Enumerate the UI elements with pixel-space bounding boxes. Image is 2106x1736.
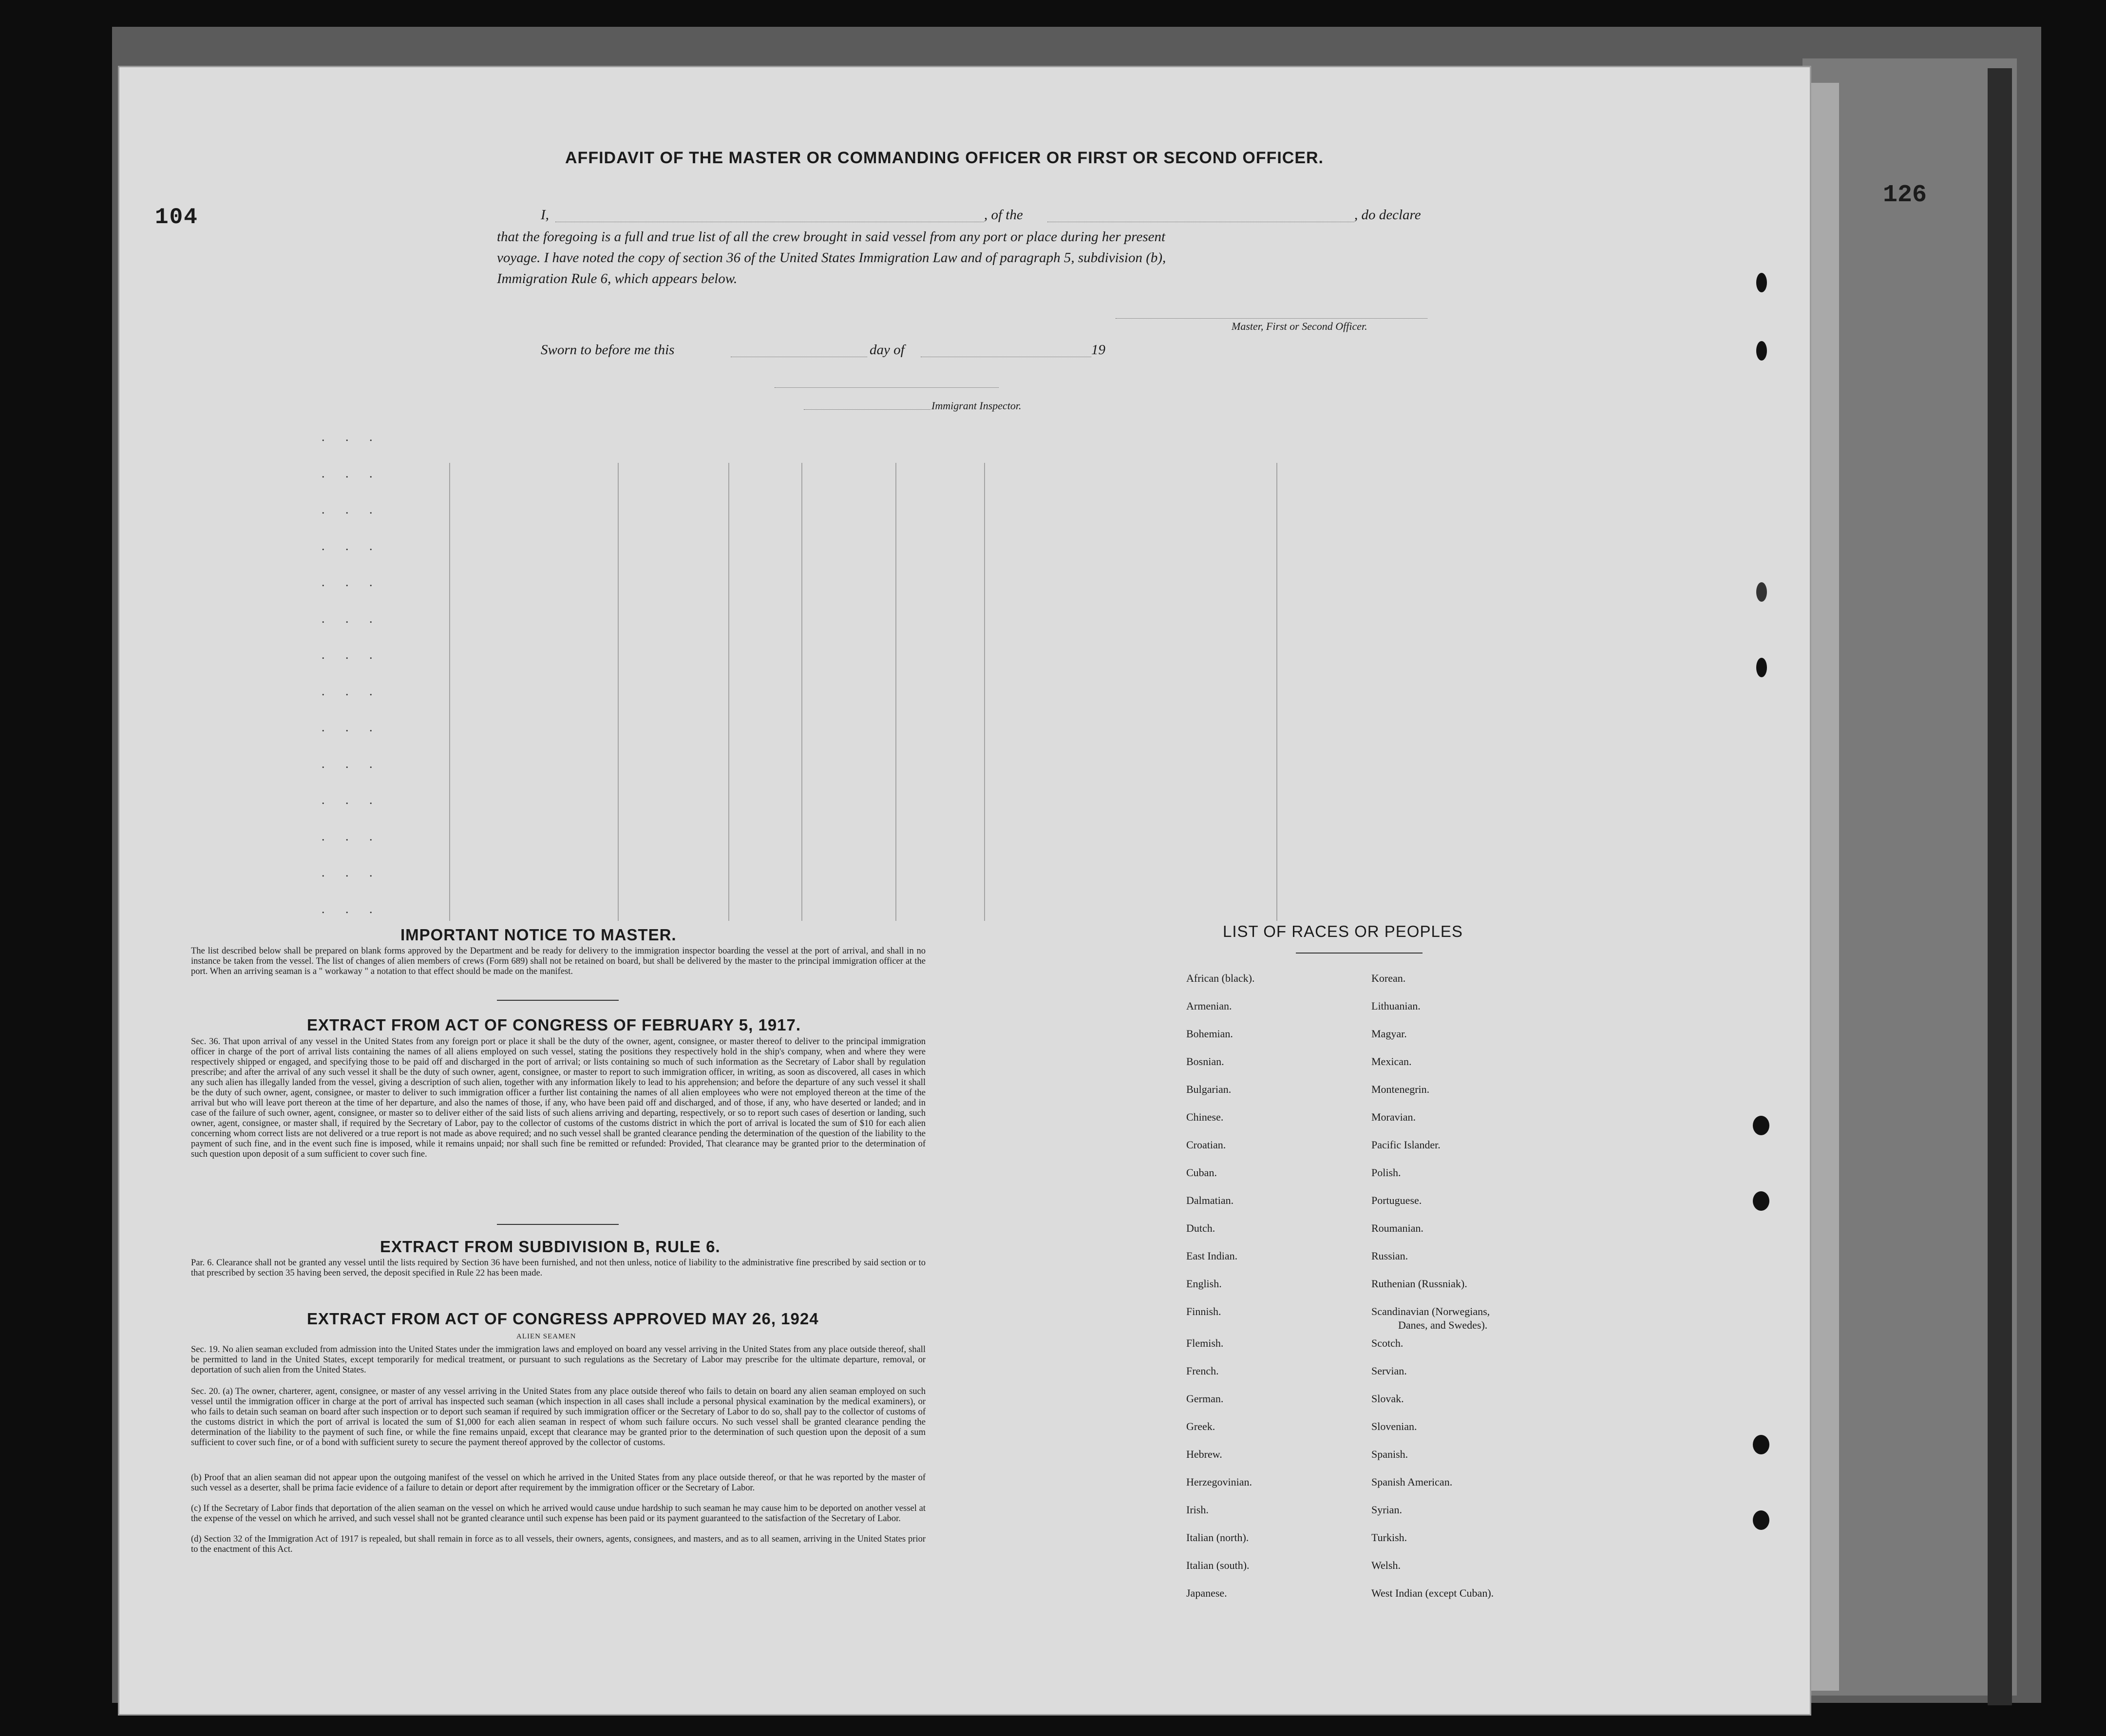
year-text: 19	[1091, 342, 1105, 358]
section-divider	[497, 1224, 619, 1225]
race-item: Dalmatian.	[1186, 1194, 1234, 1206]
extract-rule6-text: Par. 6. Clearance shall not be granted any vessel until the lists required by Section 36 have been furnished, and not then unless, notice of liability to the administrative fine prescribed by said section or to that prescribed by section 35 having been served, the deposit specified in Rule 22 has been made.	[191, 1258, 926, 1278]
extract-1924-sec20c: (c) If the Secretary of Labor finds that deportation of the alien seaman on the vessel on which he arrived would cause undue hardship to such seaman he may cause him to be deported on another vessel at the expense of the vessel on which he arrived, and such vessel shall not be granted clearance until such expense has been paid or its payment guaranteed to the satisfaction of the Secretary of Labor.	[191, 1504, 926, 1524]
race-item: African (black).	[1186, 972, 1255, 984]
race-item: Korean.	[1371, 972, 1406, 984]
punch-hole	[1756, 582, 1767, 602]
punch-hole	[1756, 658, 1767, 677]
race-item: Roumanian.	[1371, 1222, 1423, 1234]
race-item: Syrian.	[1371, 1504, 1402, 1516]
inspector-line-2	[804, 409, 930, 410]
affidavit-title: AFFIDAVIT OF THE MASTER OR COMMANDING OFFICER OR FIRST OR SECOND OFFICER.	[565, 149, 1324, 167]
race-item: Turkish.	[1371, 1531, 1407, 1544]
race-item: Pacific Islander.	[1371, 1139, 1441, 1151]
punch-hole	[1753, 1510, 1769, 1530]
notice-title: IMPORTANT NOTICE TO MASTER.	[400, 926, 677, 944]
extract-1924-subtitle: ALIEN SEAMEN	[516, 1333, 576, 1340]
race-item: Cuban.	[1186, 1166, 1217, 1179]
extract-1924-sec19: Sec. 19. No alien seaman excluded from admission into the United States under the immigration laws and employed on board any vessel arriving in the United States from any place outside thereof, shall be permitted to land in the United States, except temporarily for medical treatment, or pursuant to such regulations as the Secretary of Labor may prescribe for the ultimate departure, removal, or deportation of such alien from the United States.	[191, 1345, 926, 1375]
race-item: Japanese.	[1186, 1587, 1227, 1599]
day-of-text: day of	[870, 342, 905, 358]
page-number: 126	[1883, 181, 1927, 209]
race-item: Polish.	[1371, 1166, 1401, 1179]
corner-mark: 104	[155, 205, 198, 230]
section-divider	[497, 1000, 619, 1001]
race-item: Chinese.	[1186, 1111, 1224, 1123]
race-item: Slovenian.	[1371, 1420, 1417, 1432]
inspector-line-1	[775, 387, 999, 388]
extract-1924-title: EXTRACT FROM ACT OF CONGRESS APPROVED MAY 26, 1924	[307, 1310, 819, 1328]
race-item: Scandinavian (Norwegians,	[1371, 1305, 1490, 1317]
grid-column-line	[618, 463, 619, 921]
race-item: Moravian.	[1371, 1111, 1416, 1123]
race-item: Hebrew.	[1186, 1448, 1222, 1460]
races-title: LIST OF RACES OR PEOPLES	[1223, 922, 1463, 940]
rear-page-strip	[1810, 83, 1839, 1691]
grid-column-line	[895, 463, 896, 921]
sworn-text: Sworn to before me this	[541, 342, 675, 358]
race-item: Bulgarian.	[1186, 1083, 1232, 1095]
race-item: Spanish American.	[1371, 1476, 1453, 1488]
race-item: Finnish.	[1186, 1305, 1221, 1317]
grid-column-line	[984, 463, 985, 921]
extract-rule6-title: EXTRACT FROM SUBDIVISION B, RULE 6.	[380, 1238, 721, 1256]
grid-column-line	[449, 463, 450, 921]
race-item: Herzegovinian.	[1186, 1476, 1252, 1488]
binder-strip	[1988, 68, 2012, 1705]
race-item: Armenian.	[1186, 1000, 1232, 1012]
grid-column-line	[728, 463, 729, 921]
punch-hole	[1753, 1435, 1769, 1454]
race-item: Spanish.	[1371, 1448, 1408, 1460]
extract-1924-sec20b: (b) Proof that an alien seaman did not appear upon the outgoing manifest of the vessel on which he arrived in the United States from any place outside thereof, or that he was reported by the master of such vessel as a deserter, shall be prima facie evidence of a failure to detain or deport after requirement by the immigration officer or the Secretary of Labor.	[191, 1473, 926, 1493]
race-item: Croatian.	[1186, 1139, 1226, 1151]
signer-caption: Master, First or Second Officer.	[1232, 320, 1367, 332]
race-item: Montenegrin.	[1371, 1083, 1430, 1095]
dot-leader-column: . . . . . . . . . . . . . . . . . . . . . . . . . . . . . . . . . . . . . . . . . .	[322, 430, 381, 916]
race-item: Italian (south).	[1186, 1559, 1250, 1571]
race-item: French.	[1186, 1365, 1219, 1377]
race-item: Magyar.	[1371, 1028, 1407, 1040]
extract-1917-text: Sec. 36. That upon arrival of any vessel in the United States from any foreign port or place it shall be the duty of the owner, agent, consignee, or master thereof to deliver to the principal immigration officer in charge of the port of arrival lists containing the names of all aliens employed on such vessel, stating the positions they respectively hold in the ship's company, when and where they were respectively shipped or engaged, and specifying those to be paid off and discharged in the port of arrival; or lists containing so much of such information as the Secretary of Labor shall by regulation prescribe; and after the arrival of any such vessel it shall be the duty of such owner, agent, consignee, or master to report to such immigration officer, in writing, as soon as discovered, all cases in which any such alien has illegally landed from the vessel, giving a description of such alien, together with any information likely to lead to his apprehension; and before the departure of any such vessel it shall be the duty of such owner, agent, consignee, or master to deliver to such immigration officer a further list containing the names of all alien employees who were not employed thereon at the time of the arrival but who will leave port thereon at the time of her departure, and also the names of those, if any, who have been paid off and discharged, and of those, if any, who have deserted or landed; and in case of the failure of such owner, agent, consignee, or master so to deliver either of the said lists of such aliens arriving and departing, respectively, or so to report such cases of desertion or landing, such owner, agent, consignee, or master shall, if required by the Secretary of Labor, pay to the collector of customs of the customs district in which the port of arrival is located the sum of $10 for each alien concerning whom correct lists are not delivered or a true report is not made as above required; and no such vessel shall be granted clearance pending the determination of the question of the liability to the payment of such fine, and in the event such fine is imposed, while it remains unpaid; nor shall such fine be remitted or refunded: Provided, That clearance may be granted prior to the determination of such question upon deposit of a sum sufficient to cover such fine.	[191, 1037, 926, 1159]
race-item: East Indian.	[1186, 1250, 1238, 1262]
race-item: Portuguese.	[1371, 1194, 1422, 1206]
race-item: Irish.	[1186, 1504, 1209, 1516]
races-divider	[1296, 953, 1423, 954]
race-item: Italian (north).	[1186, 1531, 1249, 1544]
race-item: Lithuanian.	[1371, 1000, 1421, 1012]
race-item: Welsh.	[1371, 1559, 1401, 1571]
grid-column-line	[801, 463, 802, 921]
punch-hole	[1756, 341, 1767, 361]
affidavit-line2: that the foregoing is a full and true list of all the crew brought in said vessel from any port or place during her present	[497, 229, 1166, 245]
race-item: German.	[1186, 1393, 1224, 1405]
race-item: West Indian (except Cuban).	[1371, 1587, 1494, 1599]
punch-hole	[1756, 273, 1767, 292]
extract-1924-sec20d: (d) Section 32 of the Immigration Act of 1917 is repealed, but shall remain in force as to all vessels, their owners, agents, consignees, and masters, and as to all seamen, arriving in the United States prior to the enactment of this Act.	[191, 1534, 926, 1554]
grid-column-line	[1276, 463, 1277, 921]
affidavit-line1-declare: , do declare	[1354, 207, 1421, 223]
race-item: Slovak.	[1371, 1393, 1404, 1405]
race-item: Flemish.	[1186, 1337, 1224, 1349]
race-item: Greek.	[1186, 1420, 1215, 1432]
race-item: Bosnian.	[1186, 1055, 1224, 1068]
affidavit-line1-i: I,	[541, 207, 549, 223]
punch-hole	[1753, 1116, 1769, 1135]
race-item: Ruthenian (Russniak).	[1371, 1278, 1467, 1290]
race-item: Danes, and Swedes).	[1398, 1319, 1488, 1331]
race-item: English.	[1186, 1278, 1222, 1290]
affidavit-line3: voyage. I have noted the copy of section 36 of the United States Immigration Law and of paragraph 5, subdivision (b),	[497, 250, 1166, 266]
signature-line	[1116, 318, 1427, 319]
extract-1924-sec20a: Sec. 20. (a) The owner, charterer, agent, consignee, or master of any vessel arriving in the United States from any place outside thereof who fails to detain on board any alien seaman employed on such vessel until the immigration officer in charge at the port of arrival has inspected such seaman (which inspection in all cases shall include a personal physical examination by the medical examiners), or who fails to detain such seaman on board after such inspection or to deport such seaman if required by such immigration officer or the Secretary of Labor to do so, shall pay to the collector of customs of the customs district in which the port of arrival is located the sum of $1,000 for each alien seaman in respect of whom such failure occurs. No such vessel shall be granted clearance pending the determination of the liability to the payment of such fine, or while the fine remains unpaid, except that clearance may be granted prior to the determination of such question upon the deposit of a sum sufficient to cover such fine, or of a bond with sufficient surety to secure the payment thereof approved by the collector of customs.	[191, 1387, 926, 1448]
punch-hole	[1753, 1191, 1769, 1211]
race-item: Servian.	[1371, 1365, 1407, 1377]
race-item: Scotch.	[1371, 1337, 1404, 1349]
inspector-caption: Immigrant Inspector.	[931, 400, 1022, 412]
affidavit-line1-of-the: , of the	[984, 207, 1023, 223]
race-item: Mexican.	[1371, 1055, 1412, 1068]
extract-1917-title: EXTRACT FROM ACT OF CONGRESS OF FEBRUARY 5, 1917.	[307, 1016, 801, 1034]
affidavit-line4: Immigration Rule 6, which appears below.	[497, 271, 738, 286]
notice-text: The list described below shall be prepared on blank forms approved by the Department and be ready for delivery to the immigration inspector boarding the vessel at the port of arrival, and shall in no instance be taken from the vessel. The list of changes of alien members of crews (Form 689) shall not be retained on board, but shall be delivered by the master to the principal immigration officer at the port. When an arriving seaman is a " workaway " a notation to that effect should be made on the manifest.	[191, 946, 926, 976]
race-item: Dutch.	[1186, 1222, 1215, 1234]
race-item: Bohemian.	[1186, 1028, 1233, 1040]
race-item: Russian.	[1371, 1250, 1408, 1262]
